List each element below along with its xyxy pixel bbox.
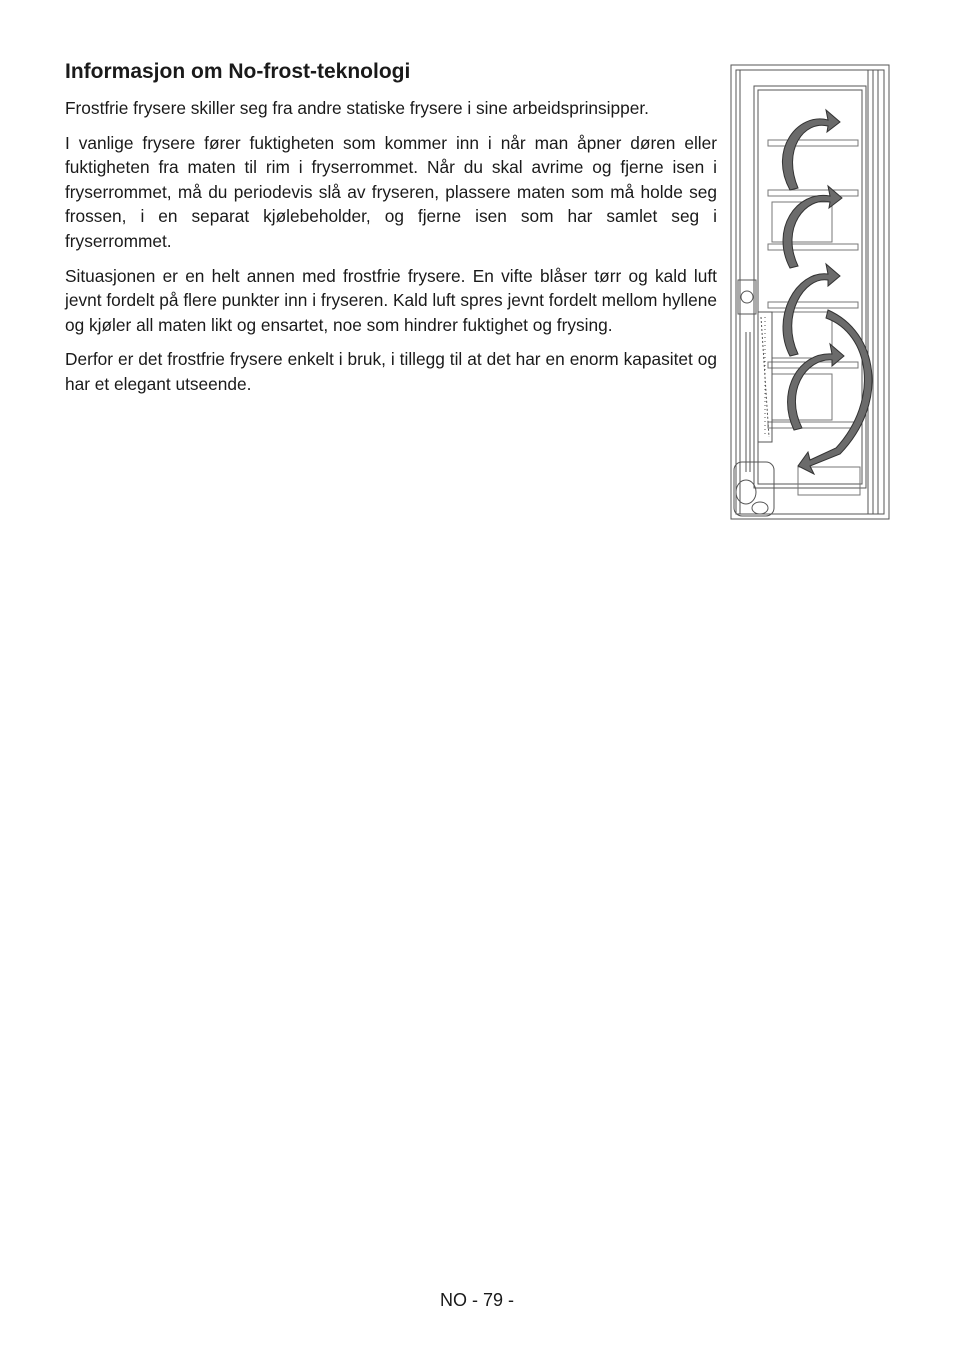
section-heading: Informasjon om No-frost-teknologi (65, 60, 411, 83)
paragraph-3: Situasjonen er en helt annen med frostfrie frysere. En vifte blåser tørr og kald luft jevnt fordelt på flere punkter inn i fryseren. Kald luft spres jevnt fordelt mellom hyllene og kjøler all maten likt og ensartet, noe som hindrer fuktighet og frysing. (65, 265, 717, 335)
paragraph-4: Derfor er det frostfrie frysere enkelt i bruk, i tillegg til at det har en enorm kapasitet og har et elegant utseende. (65, 349, 717, 394)
page-number: NO - 79 - (439, 1290, 514, 1310)
paragraph-1: Frostfrie frysere skiller seg fra andre statiske frysere i sine arbeidsprinsipper. (65, 98, 649, 118)
fan-motor (738, 280, 756, 314)
paragraph-2: I vanlige frysere fører fuktigheten som kommer inn i når man åpner døren eller fuktigheten fra maten til rim i fryserrommet. Når du skal avrime og fjerne isen i fryserrommet, må du periodevis slå av fryseren, plassere maten som må holde seg frossen, i en separat kjølebeholder, og fjerne isen som har samlet seg i fryserrommet. (65, 132, 717, 251)
freezer-cabinet-outline (731, 65, 889, 519)
section-body (65, 96, 717, 407)
evaporator-duct (746, 312, 772, 472)
freezer-airflow-diagram (728, 62, 892, 524)
airflow-arrows (782, 110, 872, 474)
